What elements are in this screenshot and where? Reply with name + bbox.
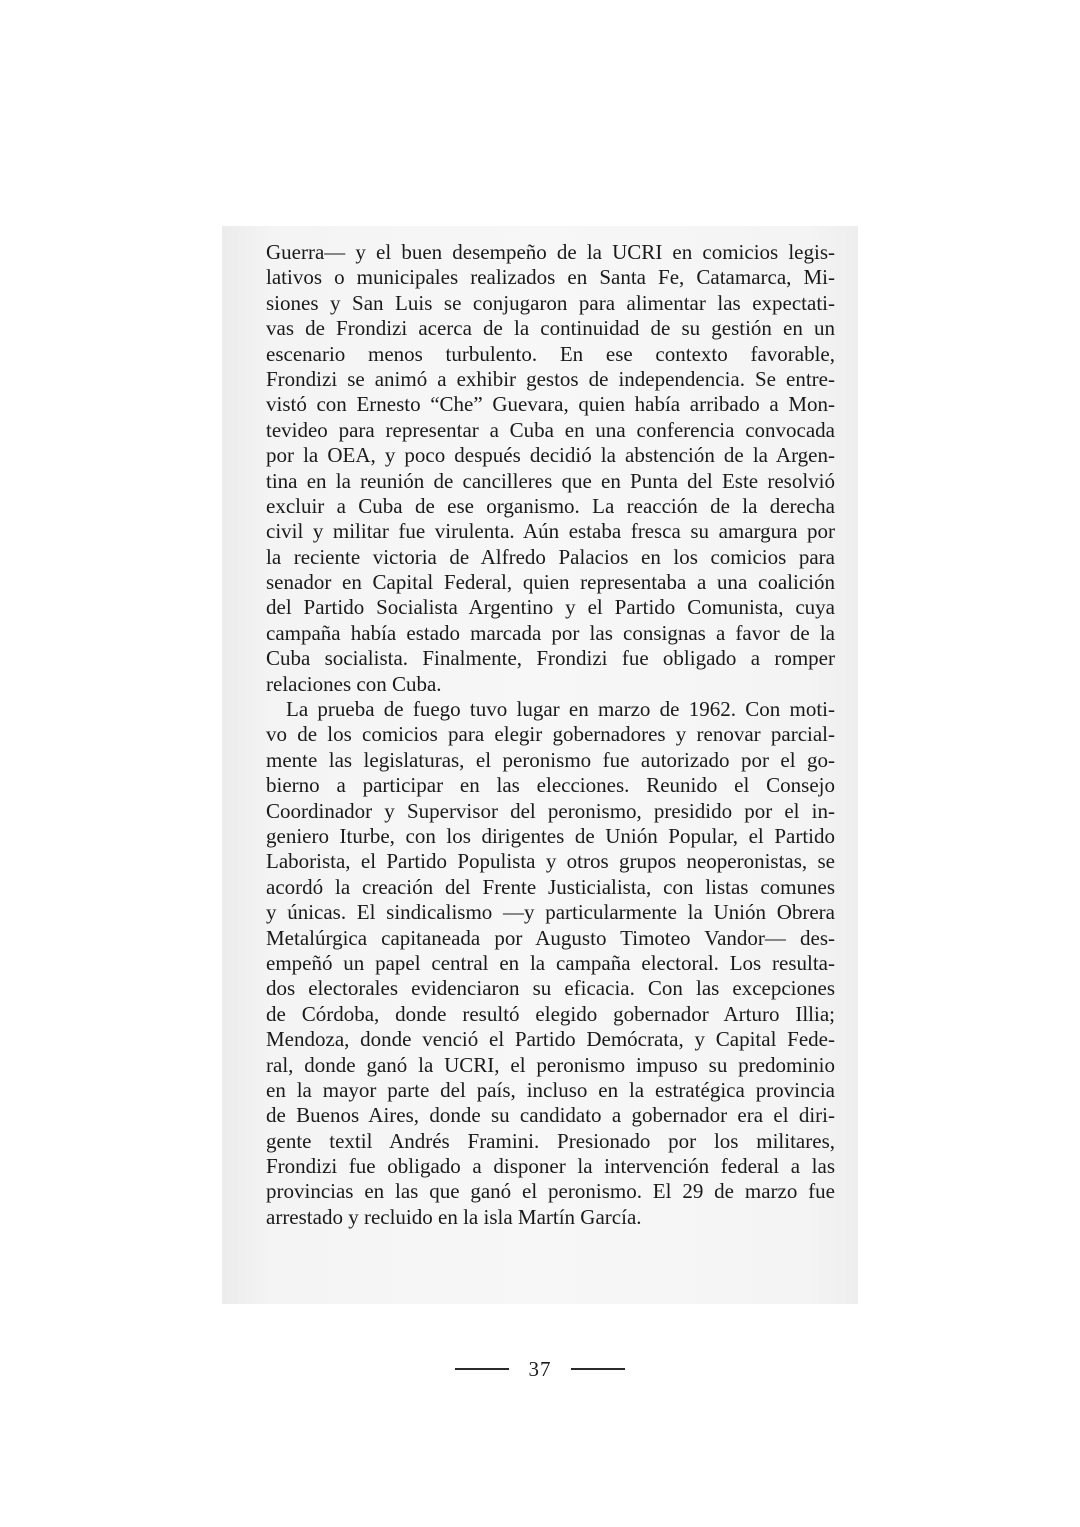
text-line: empeñó un papel central en la campaña electoral. Los resulta- <box>266 950 835 975</box>
page-footer <box>0 1352 1080 1382</box>
text-line: Laborista, el Partido Populista y otros grupos neoperonistas, se <box>266 849 835 874</box>
text-line: provincias en las que ganó el peronismo. El 29 de marzo fue <box>266 1179 835 1204</box>
text-line: tina en la reunión de cancilleres que en Punta del Este resolvió <box>266 468 835 493</box>
page-number: 37 <box>528 1357 552 1382</box>
text-line: relaciones con Cuba. <box>266 671 442 696</box>
text-line: geniero Iturbe, con los dirigentes de Unión Popular, el Partido <box>266 823 835 848</box>
text-line: dos electorales evidenciaron su eficacia. Con las excepciones <box>266 976 835 1001</box>
footer-rule-right <box>571 1368 625 1370</box>
text-line: lativos o municipales realizados en Santa Fe, Catamarca, Mi- <box>266 265 835 290</box>
text-line: vo de los comicios para elegir gobernadores y renovar parcial- <box>266 722 835 747</box>
text-line: siones y San Luis se conjugaron para alimentar las expectati- <box>266 290 835 315</box>
text-line: de Buenos Aires, donde su candidato a gobernador era el diri- <box>266 1103 835 1128</box>
text-line: senador en Capital Federal, quien representaba a una coalición <box>266 570 835 595</box>
footer-rule-left <box>455 1368 509 1370</box>
text-line: arrestado y recluido en la isla Martín García. <box>266 1204 642 1229</box>
text-line: por la OEA, y poco después decidió la abstención de la Argen- <box>266 443 835 468</box>
text-line: Metalúrgica capitaneada por Augusto Timoteo Vandor— des- <box>266 925 835 950</box>
text-line: en la mayor parte del país, incluso en la estratégica provincia <box>266 1077 835 1102</box>
text-line: Frondizi se animó a exhibir gestos de independencia. Se entre- <box>266 366 835 391</box>
body-text <box>266 240 835 1230</box>
text-line: campaña había estado marcada por las consignas a favor de la <box>266 620 835 645</box>
text-line: Mendoza, donde venció el Partido Demócrata, y Capital Fede- <box>266 1027 835 1052</box>
text-line: y únicas. El sindicalismo —y particularmente la Unión Obrera <box>266 900 835 925</box>
text-line: vistó con Ernesto “Che” Guevara, quien había arribado a Mon- <box>266 392 835 417</box>
text-line: La prueba de fuego tuvo lugar en marzo de 1962. Con moti- <box>286 697 835 722</box>
scanned-book-page <box>222 226 858 1304</box>
text-line: escenario menos turbulento. En ese contexto favorable, <box>266 341 835 366</box>
text-line: excluir a Cuba de ese organismo. La reacción de la derecha <box>266 493 835 518</box>
text-line: gente textil Andrés Framini. Presionado por los militares, <box>266 1128 835 1153</box>
text-line: mente las legislaturas, el peronismo fue autorizado por el go- <box>266 747 835 772</box>
text-line: la reciente victoria de Alfredo Palacios en los comicios para <box>266 544 835 569</box>
text-line: vas de Frondizi acerca de la continuidad de su gestión en un <box>266 316 835 341</box>
text-line: bierno a participar en las elecciones. Reunido el Consejo <box>266 773 835 798</box>
text-line: Guerra— y el buen desempeño de la UCRI en comicios legis- <box>266 240 835 264</box>
text-line: de Córdoba, donde resultó elegido gobernador Arturo Illia; <box>266 1001 835 1026</box>
text-line: civil y militar fue virulenta. Aún estaba fresca su amargura por <box>266 519 835 544</box>
text-line: del Partido Socialista Argentino y el Partido Comunista, cuya <box>266 595 835 620</box>
text-line: acordó la creación del Frente Justicialista, con listas comunes <box>266 874 835 899</box>
text-line: Cuba socialista. Finalmente, Frondizi fue obligado a romper <box>266 646 835 671</box>
text-line: ral, donde ganó la UCRI, el peronismo impuso su predominio <box>266 1052 835 1077</box>
text-line: Frondizi fue obligado a disponer la intervención federal a las <box>266 1154 835 1179</box>
text-line: tevideo para representar a Cuba en una conferencia convocada <box>266 417 835 442</box>
text-line: Coordinador y Supervisor del peronismo, presidido por el in- <box>266 798 835 823</box>
